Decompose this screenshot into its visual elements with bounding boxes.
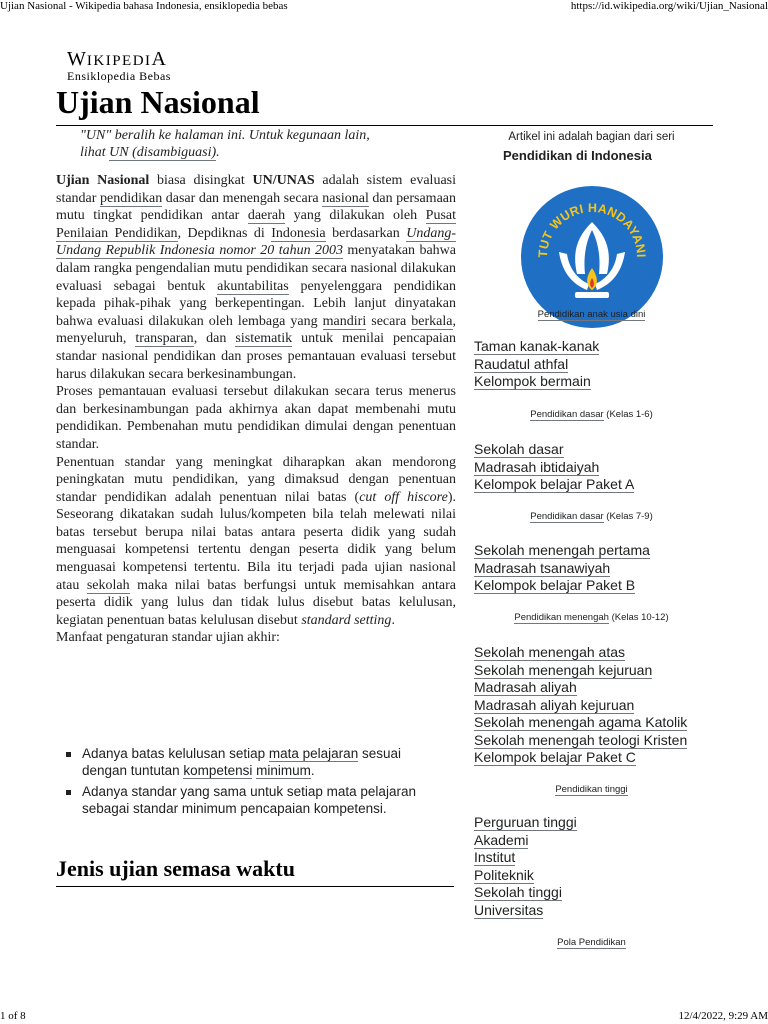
paragraph-penentuan-standar: Penentuan standar yang meningkat diharapkan akan mendorong peningkatan mutu pendidikan, yang dimaksud dengan penentuan standar pendidikan adalah penentuan nilai batas (cut off hiscore). Seseorang dikatakan sudah lulus/kompeten bila telah melewati nilai batas tersebut berupa nilai batas antara peserta didik yang sudah menguasai kompetensi tertentu dengan peserta didik yang belum menguasai kompetensi tertentu. Bila itu terjadi pada ujian nasional atau sekolah maka nilai batas berfungsi untuk memisahkan antara peserta didik yang lulus dan tidak lulus disebut batas kelulusan, kegiatan penentuan batas kelulusan disebut standard setting.	[56, 454, 456, 628]
infobox-caption: Artikel ini adalah bagian dari seri	[508, 131, 675, 143]
infobox-list-item[interactable]: Taman kanak-kanak	[474, 338, 600, 354]
infobox-pendidikan	[470, 126, 713, 976]
infobox-group-heading	[470, 784, 713, 795]
infobox-list-item[interactable]: Sekolah menengah atas	[474, 644, 625, 660]
print-header-url: https://id.wikipedia.org/wiki/Ujian_Nasional	[570, 0, 768, 12]
infobox-list-item[interactable]: Sekolah menengah pertama	[474, 542, 650, 558]
infobox-group-heading	[470, 309, 713, 320]
link-minimum[interactable]: minimum	[256, 763, 311, 778]
link-pendidikan-tinggi[interactable]: Pendidikan tinggi	[555, 784, 628, 795]
link-pola-pendidikan[interactable]: Pola Pendidikan	[557, 937, 626, 948]
link-undang-undang[interactable]: Undang-Undang Republik Indonesia nomor 20 tahun 2003	[56, 225, 456, 259]
infobox-list-item[interactable]: Sekolah menengah kejuruan	[474, 661, 653, 678]
paragraph-manfaat: Manfaat pengaturan standar ujian akhir:	[56, 630, 280, 646]
infobox-list-item[interactable]: Sekolah menengah teologi Kristen	[474, 731, 688, 748]
link-transparan[interactable]: transparan	[135, 331, 194, 347]
link-sistematik[interactable]: sistematik	[235, 331, 293, 347]
link-mandiri[interactable]: mandiri	[322, 313, 367, 329]
infobox-list	[474, 814, 577, 919]
infobox-list-item[interactable]: Perguruan tinggi	[474, 814, 577, 830]
infobox-list-item[interactable]: Madrasah aliyah kejuruan	[474, 696, 635, 713]
infobox-group-heading	[470, 937, 713, 948]
wikipedia-logo[interactable]	[67, 48, 171, 84]
infobox-list	[474, 542, 650, 595]
print-footer-datetime: 12/4/2022, 9:29 AM	[678, 1010, 768, 1022]
hatnote-disambiguation-link[interactable]: UN (disambiguasi)	[109, 145, 217, 160]
infobox-list-item[interactable]: Raudatul athfal	[474, 355, 569, 372]
infobox-list-item[interactable]: Kelompok belajar Paket B	[474, 577, 636, 593]
infobox-list	[474, 644, 687, 767]
print-header-title: Ujian Nasional - Wikipedia bahasa Indonesia, ensiklopedia bebas	[0, 0, 288, 12]
infobox-list-item[interactable]: Kelompok belajar Paket A	[474, 476, 635, 492]
logo-wordmark: WIKIPEDIA	[67, 48, 167, 70]
link-indonesia[interactable]: Indonesia	[271, 225, 326, 241]
infobox-series-link[interactable]: Pendidikan di Indonesia	[503, 148, 652, 163]
infobox-list-item[interactable]: Sekolah tinggi	[474, 884, 562, 900]
infobox-list-item[interactable]: Sekolah menengah agama Katolik	[474, 714, 688, 730]
link-pendidikan-dasar[interactable]: Pendidikan dasar	[530, 511, 604, 522]
infobox-list-item[interactable]: Sekolah dasar	[474, 441, 564, 457]
link-akuntabilitas[interactable]: akuntabilitas	[217, 278, 289, 294]
infobox-list-item[interactable]: Madrasah aliyah	[474, 679, 577, 695]
link-kompetensi[interactable]: kompetensi	[183, 763, 253, 778]
link-nasional[interactable]: nasional	[322, 190, 369, 206]
infobox-list	[474, 441, 634, 494]
link-pendidikan-anak-usia-dini[interactable]: Pendidikan anak usia dini	[537, 309, 646, 320]
link-berkala[interactable]: berkala	[411, 313, 453, 329]
section-heading-jenis-ujian: Jenis ujian semasa waktu	[56, 856, 454, 887]
link-sekolah[interactable]: sekolah	[86, 577, 130, 593]
list-item: Adanya standar yang sama untuk setiap mata pelajaran sebagai standar minimum pencapaian kompetensi.	[56, 783, 426, 817]
infobox-group-heading: Pendidikan dasar (Kelas 1-6)	[530, 409, 653, 420]
hatnote: "UN" beralih ke halaman ini. Untuk kegunaan lain, lihat UN (disambiguasi).	[80, 128, 370, 160]
link-pendidikan[interactable]: pendidikan	[99, 190, 163, 206]
emblem-text: TUT WURI HANDAYANI	[535, 200, 649, 259]
infobox-group-heading: Pendidikan dasar (Kelas 7-9)	[530, 511, 653, 522]
infobox-list-item[interactable]: Akademi	[474, 831, 529, 848]
link-pusat-penilaian-pendidikan[interactable]: Pusat Penilaian Pendidikan	[56, 208, 456, 241]
infobox-list-item[interactable]: Kelompok bermain	[474, 373, 591, 389]
infobox-list-item[interactable]: Madrasah ibtidaiyah	[474, 458, 600, 475]
logo-tagline: Ensiklopedia Bebas	[67, 69, 171, 83]
infobox-group-heading: Pendidikan menengah (Kelas 10-12)	[514, 612, 669, 623]
link-pendidikan-dasar[interactable]: Pendidikan dasar	[530, 409, 604, 420]
paragraph-pemantauan: Proses pemantauan evaluasi tersebut dilakukan secara terus menerus dan berkesinambungan pada akhirnya akan dapat membenahi mutu pendidikan. Pembenahan mutu pendidikan dimulai dengan penentuan standar.	[56, 384, 456, 452]
infobox-list-item[interactable]: Institut	[474, 849, 516, 865]
paragraph-intro: Ujian Nasional biasa disingkat UN/UNAS adalah sistem evaluasi standar pendidikan dasar dan menengah secara nasional dan persamaan mutu tingkat pendidikan antar daerah yang dilakukan oleh Pusat Penilaian Pendidikan, Depdiknas di Indonesia berdasarkan Undang-Undang Republik Indonesia nomor 20 tahun 2003 menyatakan bahwa dalam rangka pengendalian mutu pendidikan secara nasional dilakukan evaluasi sebagai bentuk akuntabilitas penyelenggara pendidikan kepada pihak-pihak yang berkepentingan. Lebih lanjut dinyatakan bahwa evaluasi dilakukan oleh lembaga yang mandiri secara berkala, menyeluruh, transparan, dan sistematik untuk menilai pencapaian standar nasional pendidikan dan proses pemantauan evaluasi tersebut harus dilakukan secara berkesinambungan.	[56, 173, 457, 382]
article-body	[56, 172, 456, 647]
link-daerah[interactable]: daerah	[247, 208, 286, 224]
infobox-list-item[interactable]: Universitas	[474, 901, 544, 918]
infobox-list-item[interactable]: Politeknik	[474, 866, 534, 883]
page-title: Ujian Nasional	[56, 84, 260, 120]
infobox-list-item[interactable]: Kelompok belajar Paket C	[474, 749, 636, 765]
link-pendidikan-menengah[interactable]: Pendidikan menengah	[514, 612, 609, 623]
print-footer-page: 1 of 8	[0, 1010, 26, 1022]
infobox-list-item[interactable]: Madrasah tsanawiyah	[474, 559, 611, 576]
list-item: Adanya batas kelulusan setiap mata pelajaran sesuai dengan tuntutan kompetensi minimum.	[56, 745, 426, 779]
manfaat-list	[56, 745, 426, 821]
link-mata-pelajaran[interactable]: mata pelajaran	[268, 746, 359, 761]
infobox-list	[474, 338, 599, 391]
